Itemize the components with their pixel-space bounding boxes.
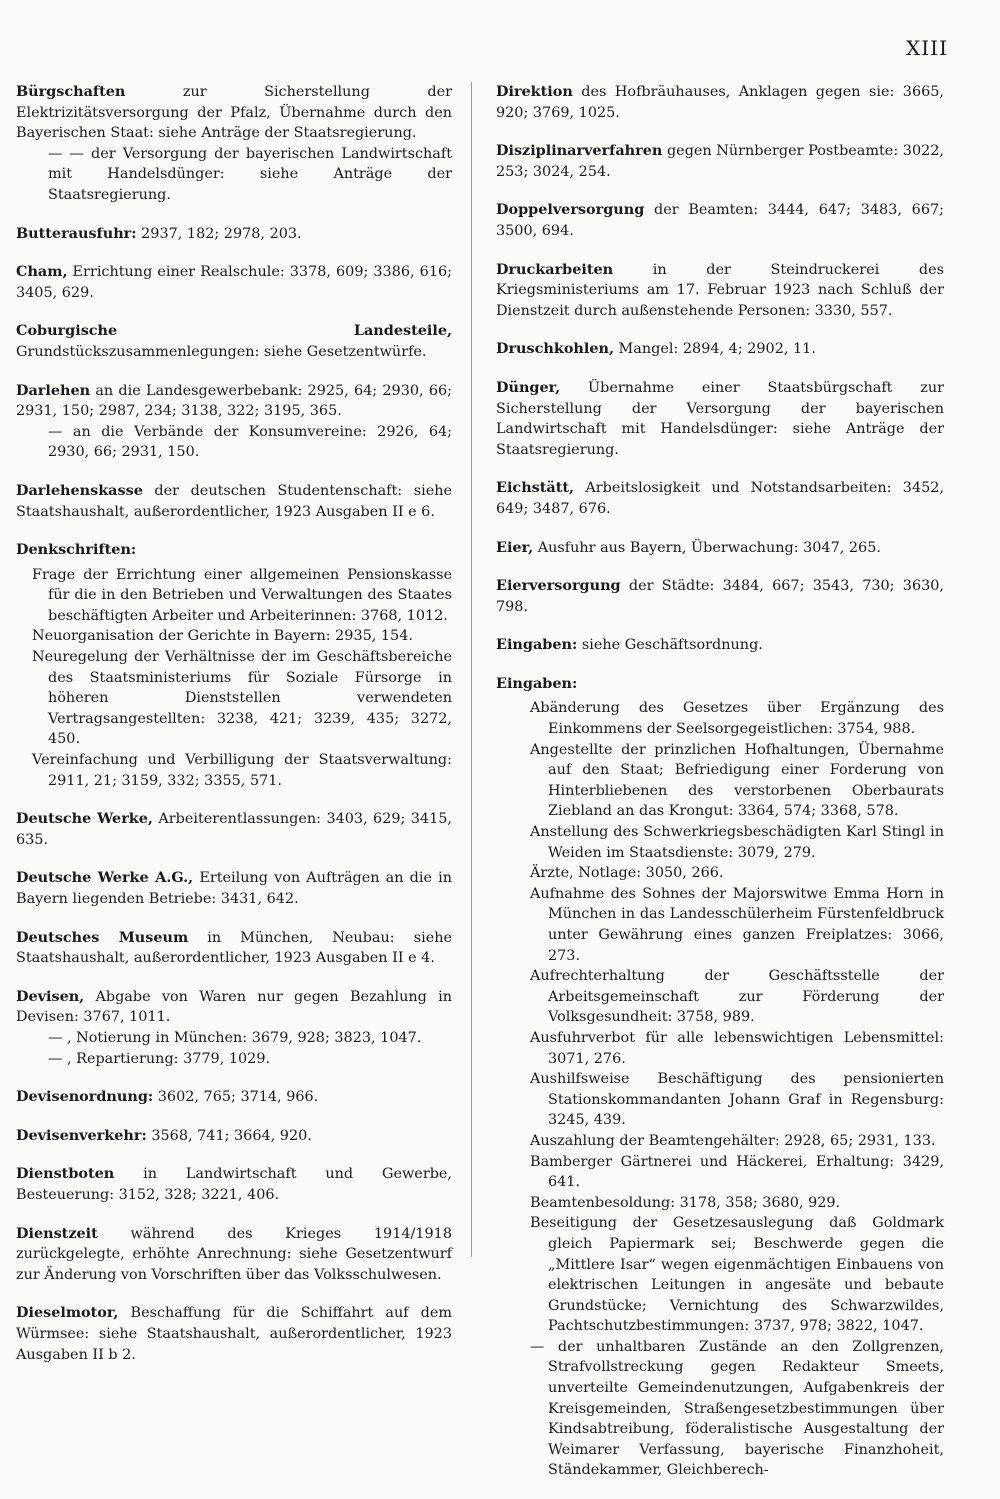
entry-text: Errichtung einer Realschule: 3378, 609; 3386, 616; 3405, 629. xyxy=(16,264,452,301)
entry-heading: Dieselmotor, xyxy=(16,1304,119,1322)
entry-heading: Eier, xyxy=(496,538,534,556)
entry-text: in der Steindruckerei des Kriegsministeriums am 17. Februar 1923 nach Schluß der Dienstzeit durch außenstehende Personen: 3330, 557. xyxy=(496,261,944,319)
entry-text: gegen Nürnberger Postbeamte: 3022, 253; 3024, 254. xyxy=(496,143,944,180)
entry-text: Ausfuhr aus Bayern, Überwachung: 3047, 265. xyxy=(533,539,881,556)
index-entry xyxy=(16,1087,452,1108)
entry-heading: Deutsches Museum xyxy=(16,928,189,946)
entry-heading: Darlehenskasse xyxy=(16,481,143,499)
entry-text: Beschaffung für die Schiffahrt auf dem Würmsee: siehe Staatshaushalt, außerordentlicher, 1923 Ausgaben II b 2. xyxy=(16,1305,452,1363)
index-entry xyxy=(16,1303,452,1365)
entry-heading: Bürgschaften xyxy=(16,83,126,100)
entry-item: Neuorganisation der Gerichte in Bayern: 2935, 154. xyxy=(32,628,413,645)
entry-text: des Hofbräuhauses, Anklagen gegen sie: 3665, 920; 3769, 1025. xyxy=(496,84,944,121)
entry-heading: Doppelversorgung xyxy=(496,201,645,219)
entry-line xyxy=(496,260,944,322)
entry-line xyxy=(496,141,944,182)
entry-heading: Dienstboten xyxy=(16,1165,115,1183)
entry-subentry: — , Notierung in München: 3679, 928; 3823, 1047. xyxy=(48,1029,422,1046)
index-entry xyxy=(496,260,944,322)
entry-item: Angestellte der prinzlichen Hofhaltungen, Übernahme auf den Staat; Befriedigung einer Forderung von Hinterbliebenen des verstorbenen Oberbaurats Ziebland an das Krongut: 3364, 574; 3368, 578. xyxy=(530,741,944,820)
index-entry xyxy=(16,262,452,303)
entry-text: Mangel: 2894, 4; 2902, 11. xyxy=(613,341,816,358)
entry-line xyxy=(16,809,452,850)
index-entry xyxy=(16,540,452,791)
entry-heading: Deutsche Werke A.G., xyxy=(16,869,194,887)
entry-item: Ärzte, Notlage: 3050, 266. xyxy=(530,865,724,882)
entry-item: Aushilfsweise Beschäftigung des pensionierten Stationskommandanten Johann Graf in Regensburg: 3245, 439. xyxy=(530,1071,944,1129)
index-column-right xyxy=(496,82,944,1499)
entry-text: in Landwirtschaft und Gewerbe, Besteuerung: 3152, 328; 3221, 406. xyxy=(16,1166,452,1203)
index-entry xyxy=(16,481,452,522)
entry-line xyxy=(16,540,452,561)
entry-line xyxy=(496,635,944,656)
index-entry xyxy=(16,928,452,969)
entry-heading: Eingaben: xyxy=(496,636,578,654)
index-entry xyxy=(496,635,944,656)
entry-item: Beseitigung der Gesetzesauslegung daß Goldmark gleich Papiermark sei; Beschwerde gegen die „Mittlere Isar“ wegen eigenmächtigen Einbauens von elektrischen Leitungen in angesäte und bebaute Grundstücke; Vernichtung des Schwarzwildes, Pachtschutzbestimmungen: 3737, 978; 3822, 1047. xyxy=(530,1215,944,1335)
entry-text: an die Landesgewerbebank: 2925, 64; 2930, 66; 2931, 150; 2987, 234; 3138, 322; 3195, 365. xyxy=(16,382,452,420)
index-entry xyxy=(496,538,944,559)
index-entry xyxy=(16,321,452,362)
entry-item: Beamtenbesoldung: 3178, 358; 3680, 929. xyxy=(530,1194,841,1211)
column-divider xyxy=(471,82,472,1257)
entry-text: 2937, 182; 2978, 203. xyxy=(136,225,302,242)
entry-line xyxy=(16,1087,452,1108)
entry-text: Übernahme einer Staatsbürgschaft zur Sicherstellung der Versorgung der bayerischen Landwirtschaft mit Handelsdünger: siehe Anträge der Staatsregierung. xyxy=(496,379,944,458)
index-entry xyxy=(16,1164,452,1205)
entry-line xyxy=(16,1303,452,1365)
entry-item-list xyxy=(16,565,452,792)
entry-heading: Devisenverkehr: xyxy=(16,1126,147,1144)
entry-heading: Deutsche Werke, xyxy=(16,810,153,828)
entry-heading: Druschkohlen, xyxy=(496,340,614,358)
entry-item: Auszahlung der Beamtengehälter: 2928, 65; 2931, 133. xyxy=(530,1132,936,1149)
entry-line xyxy=(496,478,944,519)
entry-item: Vereinfachung und Verbilligung der Staatsverwaltung: 2911, 21; 3159, 332; 3355, 571. xyxy=(32,752,452,789)
index-entry xyxy=(496,82,944,123)
entry-line xyxy=(16,321,452,362)
entry-text: der Beamten: 3444, 647; 3483, 667; 3500, 694. xyxy=(496,202,944,239)
entry-item: Aufnahme des Sohnes der Majorswitwe Emma Horn in München in das Landesschülerheim Fürstenfeldbruck unter Gewährung eines ganzen Freiplatzes: 3066, 273. xyxy=(530,885,944,964)
entry-heading: Eierversorgung xyxy=(496,577,621,595)
entry-text: der deutschen Studentenschaft: siehe Staatshaushalt, außerordentlicher, 1923 Ausgaben II e 6. xyxy=(16,482,452,520)
index-entry xyxy=(16,381,452,463)
entry-heading: Dünger, xyxy=(496,378,561,396)
entry-heading: Dienstzeit xyxy=(16,1224,98,1242)
entry-subentry: — an die Verbände der Konsumvereine: 2926, 64; 2930, 66; 2931, 150. xyxy=(48,423,452,461)
entry-line xyxy=(16,82,452,144)
entry-text: Grundstückszusammenlegungen: siehe Gesetzentwürfe. xyxy=(16,343,427,360)
entry-heading: Darlehen xyxy=(16,381,91,399)
entry-line xyxy=(496,82,944,123)
page-number: XIII xyxy=(906,36,948,60)
entry-item: Frage der Errichtung einer allgemeinen Pensionskasse für die in den Betrieben und Verwaltungen des Staates beschäftigten Arbeiter und Arbeiterinnen: 3768, 1012. xyxy=(32,566,452,624)
entry-text: während des Krieges 1914/1918 zurückgelegte, erhöhte Anrechnung: siehe Gesetzentwurf zur Änderung von Vorschriften über das Volksschulwesen. xyxy=(16,1225,452,1283)
entry-heading: Eichstätt, xyxy=(496,479,575,497)
entry-line xyxy=(496,378,944,460)
entry-line xyxy=(496,538,944,559)
index-entry xyxy=(16,868,452,909)
index-entry xyxy=(496,339,944,360)
entry-heading: Coburgische Landesteile, xyxy=(16,322,452,340)
entry-heading: Cham, xyxy=(16,263,68,281)
index-entry xyxy=(16,987,452,1069)
entry-line xyxy=(16,1164,452,1205)
entry-text: in München, Neubau: siehe Staatshaushalt, außerordentlicher, 1923 Ausgaben II e 4. xyxy=(16,929,452,967)
entry-text: zur Sicherstellung der Elektrizitätsversorgung der Pfalz, Übernahme durch den Bayerischen Staat: siehe Anträge der Staatsregierung. xyxy=(16,84,452,142)
entry-line xyxy=(16,1224,452,1286)
index-entry xyxy=(16,224,452,245)
entry-text: 3602, 765; 3714, 966. xyxy=(153,1089,319,1106)
entry-line xyxy=(496,674,944,695)
index-entry xyxy=(496,200,944,241)
index-entry xyxy=(496,378,944,460)
entry-subentry: — — der Versorgung der bayerischen Landwirtschaft mit Handelsdünger: siehe Anträge der Staatsregierung. xyxy=(48,145,452,203)
entry-item: Anstellung des Schwerkriegsbeschädigten Karl Stingl in Weiden im Staatsdienste: 3079, 279. xyxy=(530,824,944,861)
index-entry xyxy=(496,478,944,519)
index-entry xyxy=(496,141,944,182)
entry-item: Ausfuhrverbot für alle lebenswichtigen Lebensmittel: 3071, 276. xyxy=(530,1029,944,1067)
entry-line xyxy=(16,868,452,909)
entry-text: Arbeiterentlassungen: 3403, 629; 3415, 635. xyxy=(16,811,452,848)
entry-heading: Eingaben: xyxy=(496,674,578,692)
index-entry xyxy=(496,674,944,1481)
entry-heading: Druckarbeiten xyxy=(496,260,614,278)
entry-item: Aufrechterhaltung der Geschäftsstelle der Arbeitsgemeinschaft zur Förderung der Volksgesundheit: 3758, 989. xyxy=(530,968,944,1026)
entry-heading: Devisenordnung: xyxy=(16,1088,154,1106)
entry-text: Arbeitslosigkeit und Notstandsarbeiten: 3452, 649; 3487, 676. xyxy=(496,480,944,517)
entry-line xyxy=(16,987,452,1028)
index-entry xyxy=(16,1126,452,1147)
entry-heading: Direktion xyxy=(496,83,573,100)
entry-item: Bamberger Gärtnerei und Häckerei, Erhaltung: 3429, 641. xyxy=(530,1153,944,1191)
entry-line xyxy=(496,339,944,360)
entry-subentry: — , Repartierung: 3779, 1029. xyxy=(48,1050,271,1067)
index-column-left xyxy=(16,82,452,1383)
entry-item-list xyxy=(496,698,944,1481)
entry-line xyxy=(16,928,452,969)
entry-heading: Devisen, xyxy=(16,987,85,1005)
entry-text: der Städte: 3484, 667; 3543, 730; 3630, 798. xyxy=(496,578,944,615)
entry-item: Abänderung des Gesetzes über Ergänzung des Einkommens der Seelsorgegeistlichen: 3754, 988. xyxy=(530,700,944,738)
entry-text: Abgabe von Waren nur gegen Bezahlung in Devisen: 3767, 1011. xyxy=(16,988,452,1026)
entry-text: Erteilung von Aufträgen an die in Bayern liegenden Betriebe: 3431, 642. xyxy=(16,870,452,907)
entry-line xyxy=(16,481,452,522)
index-entry xyxy=(16,809,452,850)
index-entry xyxy=(16,1224,452,1286)
entry-item: Neuregelung der Verhältnisse der im Geschäftsbereiche des Staatsministeriums für Soziale Fürsorge in höheren Dienststellen verwendeten Vertragsangestellten: 3238, 421; 3239, 435; 3272, 450. xyxy=(32,649,452,748)
entry-text: siehe Geschäftsordnung. xyxy=(577,637,763,654)
entry-line xyxy=(16,1126,452,1147)
entry-line xyxy=(16,381,452,422)
entry-line xyxy=(16,224,452,245)
entry-heading: Denkschriften: xyxy=(16,541,137,559)
entry-heading: Butterausfuhr: xyxy=(16,224,137,242)
entry-heading: Disziplinarverfahren xyxy=(496,142,663,160)
entry-line xyxy=(496,200,944,241)
entry-item: — der unhaltbaren Zustände an den Zollgrenzen, Strafvollstreckung gegen Redakteur Smeets, unverteilte Gemeindenutzungen, Aufgabenkreis der Kreisgemeinden, Straßengesetzbestimmungen über Kindsabtreibung, föderalistische Ausgestaltung der Weimarer Verfassung, bayerische Finanzhoheit, Ständekammer, Gleichberech- xyxy=(530,1338,944,1479)
entry-line xyxy=(16,262,452,303)
entry-line xyxy=(496,576,944,617)
index-entry xyxy=(16,82,452,206)
index-entry xyxy=(496,576,944,617)
entry-text: 3568, 741; 3664, 920. xyxy=(146,1127,312,1144)
